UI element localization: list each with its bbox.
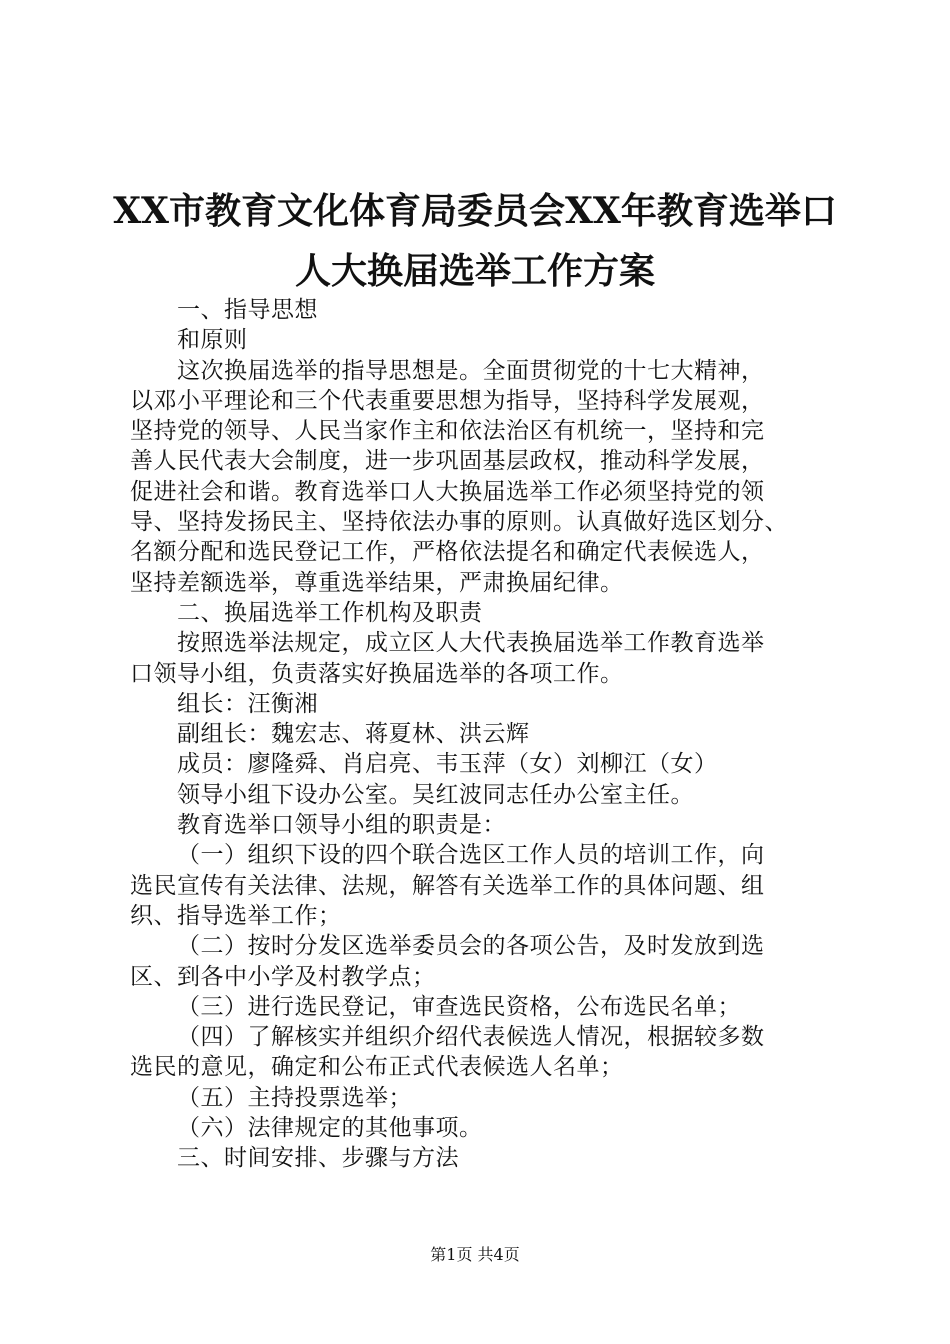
body-line: 织、指导选举工作； <box>130 902 342 929</box>
body-line: 领导小组下设办公室。吴红波同志任办公室主任。 <box>177 781 694 808</box>
body-line: （三）进行选民登记，审查选民资格，公布选民名单； <box>177 993 741 1020</box>
document-title-line-1: XX市教育文化体育局委员会XX年教育选举口 <box>113 190 837 232</box>
body-line: （二）按时分发区选举委员会的各项公告，及时发放到选 <box>177 933 765 960</box>
body-line: 名额分配和选民登记工作，严格依法提名和确定代表候选人， <box>130 539 765 566</box>
body-line: 教育选举口领导小组的职责是： <box>177 812 506 839</box>
page-footer: 第1页 共4页 <box>430 1245 520 1264</box>
body-line: （五）主持投票选举； <box>177 1084 412 1111</box>
body-line: 按照选举法规定，成立区人大代表换届选举工作教育选举 <box>177 630 765 657</box>
body-line: 副组长：魏宏志、蒋夏林、洪云辉 <box>177 721 530 748</box>
body-line: （四）了解核实并组织介绍代表候选人情况，根据较多数 <box>177 1024 765 1051</box>
document-body <box>130 295 830 1174</box>
body-line: 善人民代表大会制度，进一步巩固基层政权，推动科学发展， <box>130 448 765 475</box>
body-line: 口领导小组，负责落实好换届选举的各项工作。 <box>130 660 624 687</box>
body-line: （六）法律规定的其他事项。 <box>177 1115 483 1142</box>
body-line: 三、时间安排、步骤与方法 <box>177 1145 459 1172</box>
body-line: 以邓小平理论和三个代表重要思想为指导，坚持科学发展观， <box>130 387 765 414</box>
body-line: （一）组织下设的四个联合选区工作人员的培训工作，向 <box>177 842 765 869</box>
body-line: 区、到各中小学及村教学点； <box>130 963 436 990</box>
body-line: 成员：廖隆舜、肖启亮、韦玉萍（女）刘柳江（女） <box>177 751 718 778</box>
body-line: 二、换届选举工作机构及职责 <box>177 599 483 626</box>
body-line: 组长：汪衡湘 <box>177 690 318 717</box>
body-line: 和原则 <box>177 327 248 354</box>
body-line: 选民的意见，确定和公布正式代表候选人名单； <box>130 1054 624 1081</box>
body-line: 一、指导思想 <box>177 297 318 323</box>
body-line: 导、坚持发扬民主、坚持依法办事的原则。认真做好选区划分、 <box>130 509 788 536</box>
body-line: 坚持差额选举，尊重选举结果，严肃换届纪律。 <box>130 569 624 596</box>
body-line: 促进社会和谐。教育选举口人大换届选举工作必须坚持党的领 <box>130 478 765 505</box>
document-title-line-2: 人大换届选举工作方案 <box>294 250 655 292</box>
body-line: 坚持党的领导、人民当家作主和依法治区有机统一，坚持和完 <box>130 418 765 445</box>
body-line: 选民宣传有关法律、法规，解答有关选举工作的具体问题、组 <box>130 872 765 899</box>
body-line: 这次换届选举的指导思想是。全面贯彻党的十七大精神， <box>177 357 765 384</box>
